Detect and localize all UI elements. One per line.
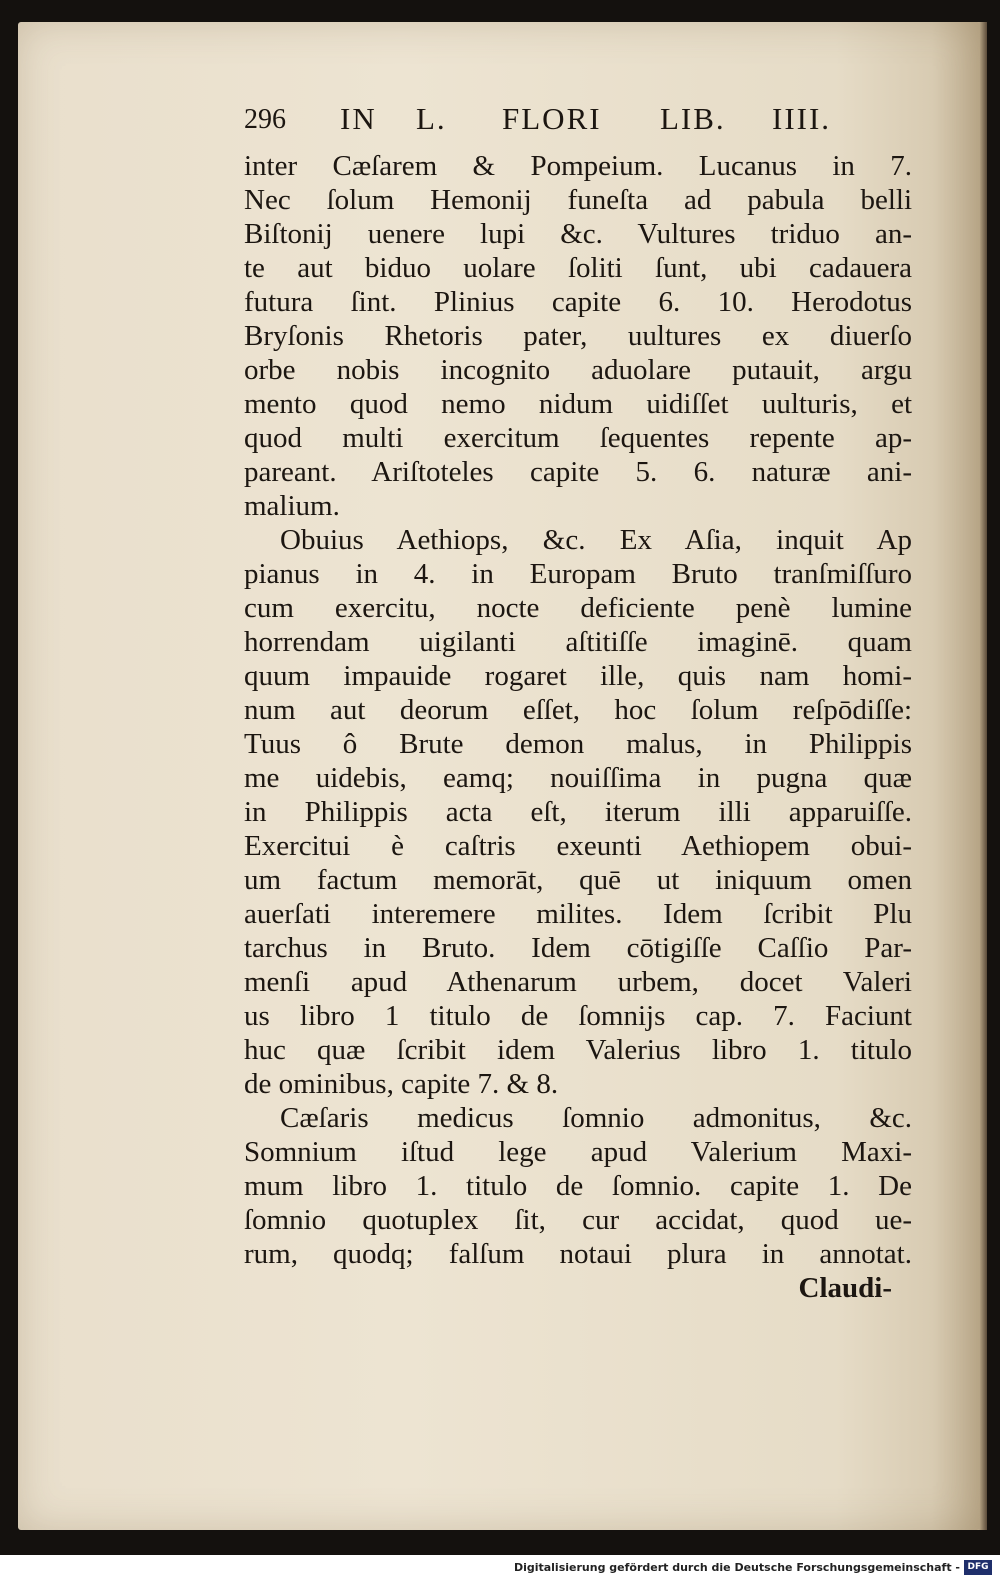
text-line: menſi apud Athenarum urbem, docet Valeri	[244, 966, 912, 998]
funding-credit: Digitalisierung gefördert durch die Deutsche Forschungsgemeinschaft -	[513, 1561, 960, 1574]
text-line: Bryſonis Rhetoris pater, uultures ex diuerſo	[244, 320, 912, 352]
text-line: inter Cæſarem & Pompeium. Lucanus in 7.	[244, 150, 912, 182]
page-number: 296	[244, 104, 286, 135]
catchword: Claudi-	[798, 1272, 892, 1304]
text-line: mum libro 1. titulo de ſomnio. capite 1. De	[244, 1170, 912, 1202]
running-head-flori: FLORI	[502, 101, 602, 136]
text-line: malium.	[244, 490, 340, 522]
text-line: horrendam uigilanti aſtitiſſe imaginē. quam	[244, 626, 912, 658]
running-head	[244, 95, 912, 149]
body-text	[244, 149, 912, 1305]
footer-bar	[0, 1555, 1000, 1584]
text-line: te aut biduo uolare ſoliti ſunt, ubi cadauera	[244, 252, 912, 284]
text-line: Cæſaris medicus ſomnio admonitus, &c.	[280, 1102, 912, 1134]
text-line: Nec ſolum Hemonij funeſta ad pabula belli	[244, 184, 912, 216]
text-block	[244, 95, 912, 1305]
text-line: in Philippis acta eſt, iterum illi apparuiſſe.	[244, 796, 912, 828]
text-line: Obuius Aethiops, &c. Ex Aſia, inquit Ap	[280, 524, 912, 556]
running-head-in: IN	[340, 101, 377, 136]
running-head-book-number: IIII.	[772, 101, 832, 136]
text-line: Somnium iſtud lege apud Valerium Maxi-	[244, 1136, 912, 1168]
text-line: tarchus in Bruto. Idem cōtigiſſe Caſſio Par-	[244, 932, 912, 964]
text-line: num aut deorum eſſet, hoc ſolum reſpōdiſſe:	[244, 694, 912, 726]
text-line: quod multi exercitum ſequentes repente ap-	[244, 422, 912, 454]
text-line: rum, quodq; falſum notaui plura in annotat.	[244, 1238, 912, 1270]
text-line: pareant. Ariſtoteles capite 5. 6. naturæ ani-	[244, 456, 912, 488]
text-line: me uidebis, eamq; nouiſſima in pugna quæ	[244, 762, 912, 794]
text-line: Tuus ô Brute demon malus, in Philippis	[244, 728, 912, 760]
text-line: futura ſint. Plinius capite 6. 10. Herodotus	[244, 286, 912, 318]
text-line: us libro 1 titulo de ſomnijs cap. 7. Faciunt	[244, 1000, 912, 1032]
running-head-lib: LIB.	[660, 101, 726, 136]
text-line: Biſtonij uenere lupi &c. Vultures triduo an-	[244, 218, 912, 250]
text-line: auerſati interemere milites. Idem ſcribit Plu	[244, 898, 912, 930]
text-line: um factum memorāt, quē ut iniquum omen	[244, 864, 912, 896]
text-line: ſomnio quotuplex ſit, cur accidat, quod ue-	[244, 1204, 912, 1236]
text-line: mento quod nemo nidum uidiſſet uulturis, et	[244, 388, 912, 420]
text-line: Exercitui è caſtris exeunti Aethiopem obui-	[244, 830, 912, 862]
running-head-l: L.	[416, 101, 447, 136]
text-line: huc quæ ſcribit idem Valerius libro 1. titulo	[244, 1034, 912, 1066]
text-line: de ominibus, capite 7. & 8.	[244, 1068, 559, 1100]
text-line: quum impauide rogaret ille, quis nam homi-	[244, 660, 912, 692]
text-line: pianus in 4. in Europam Bruto tranſmiſſuro	[244, 558, 912, 590]
text-line: cum exercitu, nocte deficiente penè lumine	[244, 592, 912, 624]
dfg-logo: DFG	[964, 1560, 992, 1575]
text-line: orbe nobis incognito aduolare putauit, argu	[244, 354, 912, 386]
